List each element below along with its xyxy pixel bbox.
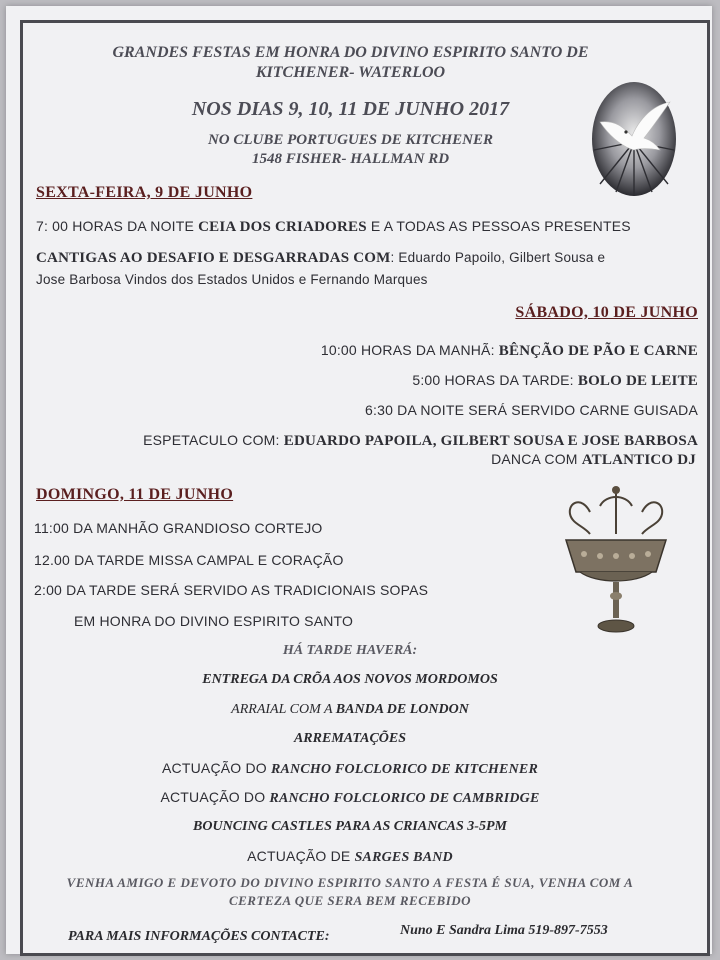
sarges-band-line: ACTUAÇÃO DE SARGES BAND <box>247 848 453 865</box>
saturday-dinner-line: 6:30 DA NOITE SERÁ SERVIDO CARNE GUISADA <box>365 402 698 418</box>
sunday-soups-line: 2:00 DA TARDE SERÁ SERVIDO AS TRADICIONAIS SOPAS <box>34 582 429 598</box>
crown-handover-line: ENTREGA DA CRÕA AOS NOVOS MORDOMOS <box>202 672 498 687</box>
sunday-heading: DOMINGO, 11 DE JUNHO <box>36 486 234 503</box>
holy-spirit-dove-icon <box>590 80 678 198</box>
bouncing-castles-line: BOUNCING CASTLES PARA AS CRIANCAS 3-5PM <box>193 819 507 834</box>
festival-dates: NOS DIAS 9, 10, 11 DE JUNHO 2017 <box>191 98 510 120</box>
contact-info: Nuno E Sandra Lima 519-897-7553 <box>400 923 608 938</box>
saturday-dance-line: DANCA COM ATLANTICO DJ <box>491 451 696 468</box>
saturday-cake-line: 5:00 HORAS DA TARDE: BOLO DE LEITE <box>412 372 698 389</box>
invitation-line-2: CERTEZA QUE SERA BEM RECEBIDO <box>228 893 472 908</box>
venue-name: NO CLUBE PORTUGUES DE KITCHENER <box>207 132 494 148</box>
title-line-2: KITCHENER- WATERLOO <box>255 64 446 81</box>
venue-address: 1548 FISHER- HALLMAN RD <box>251 151 450 167</box>
afternoon-heading: HÁ TARDE HAVERÁ: <box>282 643 418 658</box>
friday-dinner-line: 7: 00 HORAS DA NOITE CEIA DOS CRIADORES E A TODAS AS PESSOAS PRESENTES <box>36 218 631 235</box>
arraial-line: ARRAIAL COM A BANDA DE LONDON <box>231 702 469 717</box>
invitation-line-1: VENHA AMIGO E DEVOTO DO DIVINO ESPIRITO SANTO A FESTA É SUA, VENHA COM A <box>66 875 634 890</box>
sunday-honor-line: EM HONRA DO DIVINO ESPIRITO SANTO <box>74 613 354 629</box>
contact-label: PARA MAIS INFORMAÇÕES CONTACTE: <box>68 929 330 944</box>
saturday-show-line: ESPETACULO COM: EDUARDO PAPOILA, GILBERT SOUSA E JOSE BARBOSA <box>143 432 698 449</box>
friday-heading: SEXTA-FEIRA, 9 DE JUNHO <box>36 184 253 201</box>
holy-spirit-crown-icon <box>560 484 672 638</box>
rancho-cambridge-line: ACTUAÇÃO DO RANCHO FOLCLORICO DE CAMBRIDGE <box>160 789 540 806</box>
auction-line: ARREMATAÇÕES <box>293 731 407 746</box>
saturday-heading: SÁBADO, 10 DE JUNHO <box>515 304 698 321</box>
friday-singing-line: CANTIGAS AO DESAFIO E DESGARRADAS COM: Eduardo Papoilo, Gilbert Sousa e <box>36 250 606 266</box>
sunday-procession-line: 11:00 DA MANHÃO GRANDIOSO CORTEJO <box>34 520 323 536</box>
friday-singers-line: Jose Barbosa Vindos dos Estados Unidos e Fernando Marques <box>36 272 428 287</box>
saturday-blessing-line: 10:00 HORAS DA MANHÃ: BÊNÇÃO DE PÃO E CARNE <box>320 342 698 359</box>
rancho-kitchener-line: ACTUAÇÃO DO RANCHO FOLCLORICO DE KITCHENER <box>162 760 538 777</box>
title-line-1: GRANDES FESTAS EM HONRA DO DIVINO ESPIRITO SANTO DE <box>112 44 589 61</box>
sunday-mass-line: 12.00 DA TARDE MISSA CAMPAL E CORAÇÃO <box>34 552 344 568</box>
